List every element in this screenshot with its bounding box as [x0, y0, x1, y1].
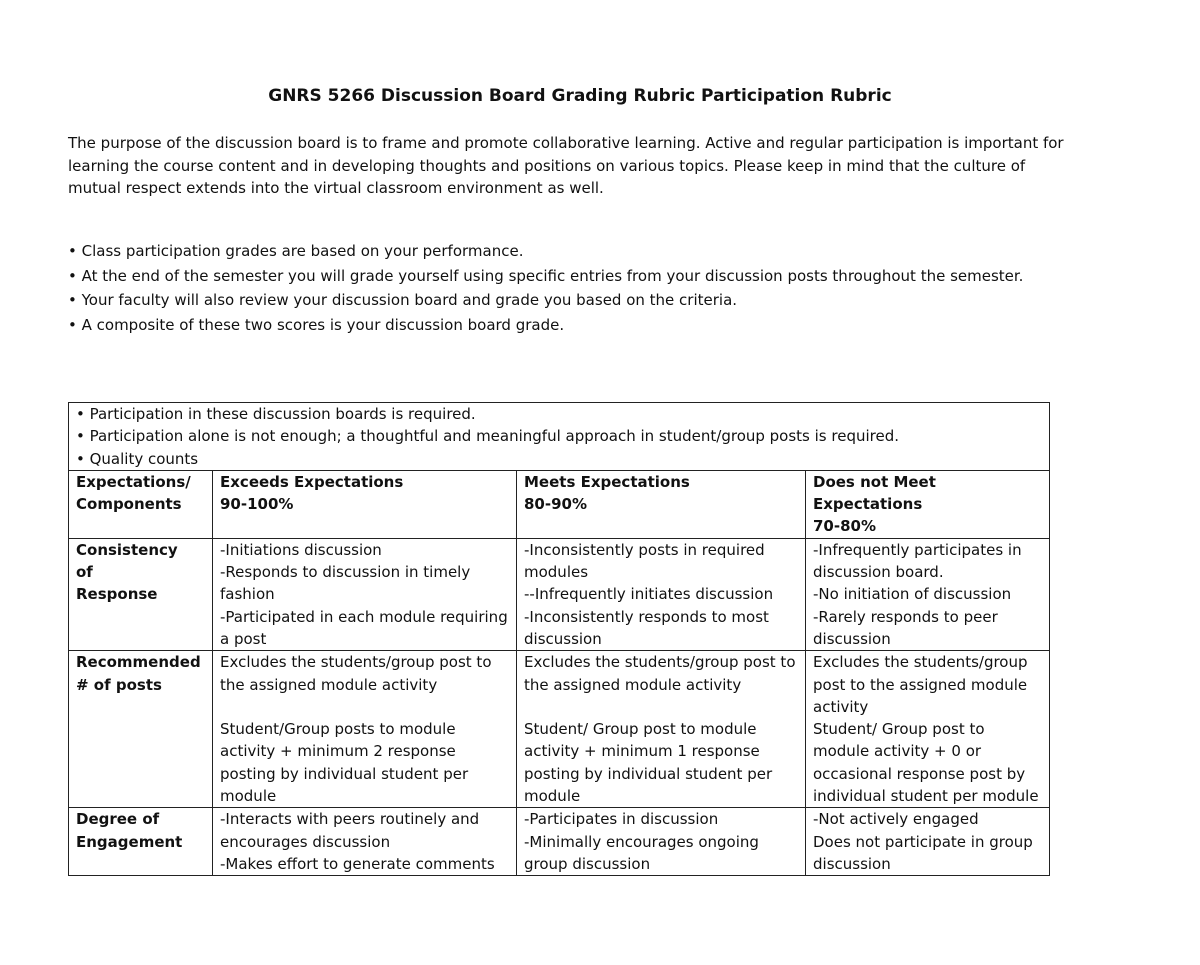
- cell-line: -Not actively engaged: [813, 810, 979, 829]
- header-line: 80-90%: [524, 495, 588, 514]
- cell-line: -Inconsistently responds to most discussion: [524, 607, 769, 648]
- cell-line: -Infrequently participates in discussion board.: [813, 540, 1022, 582]
- cell-line: Excludes the students/group post to the assigned module activity: [220, 653, 492, 694]
- rubric-notes-row: [69, 403, 1050, 471]
- bullet-item: • Class participation grades are based on your performance.: [68, 242, 524, 260]
- cell-line: -Interacts with peers routinely and encourages discussion: [220, 810, 480, 851]
- rubric-notes-cell: [69, 403, 1050, 471]
- cell-does-not-meet: [806, 651, 1050, 808]
- row-label: [69, 808, 213, 876]
- cell-line: Student/ Group post to module activity + minimum 1 response posting by individual student per module: [524, 720, 773, 806]
- rubric-note: • Participation in these discussion boards is required.: [76, 405, 476, 423]
- cell-line: Excludes the students/group post to the assigned module activity: [524, 653, 796, 694]
- header-line: Expectations/: [76, 472, 191, 491]
- cell-line: --Infrequently initiates discussion: [524, 585, 774, 604]
- header-line: Components: [76, 495, 182, 514]
- rubric-table: [68, 402, 1050, 876]
- bullet-item: • Your faculty will also review your discussion board and grade you based on the criteria.: [68, 291, 738, 309]
- header-line: Meets Expectations: [524, 472, 690, 491]
- cell-line: -Initiations discussion: [220, 540, 382, 559]
- cell-spacer: [524, 696, 799, 718]
- cell-exceeds: [213, 538, 517, 650]
- label-line: of: [76, 563, 93, 582]
- cell-exceeds: [213, 651, 517, 808]
- cell-does-not-meet: [806, 808, 1050, 876]
- label-line: Engagement: [76, 832, 183, 851]
- cell-line: -Minimally encourages ongoing group discussion: [524, 832, 759, 873]
- rubric-note: • Quality counts: [76, 449, 199, 468]
- cell-line: Does not participate in group discussion: [813, 832, 1033, 873]
- header-line: 90-100%: [220, 495, 294, 514]
- label-line: Recommended: [76, 653, 201, 672]
- label-line: Degree of: [76, 810, 160, 829]
- bullet-item: • At the end of the semester you will grade yourself using specific entries from your discussion posts throughout the semester.: [68, 266, 1024, 285]
- header-line: Does not Meet Expectations: [813, 472, 936, 514]
- header-meets: [517, 470, 806, 538]
- bullet-item: • A composite of these two scores is your discussion board grade.: [68, 315, 565, 334]
- header-exceeds: [213, 470, 517, 538]
- header-components: [69, 470, 213, 538]
- label-line: Response: [76, 585, 158, 604]
- cell-meets: [517, 808, 806, 876]
- cell-line: -Participated in each module requiring a post: [220, 607, 508, 648]
- cell-meets: [517, 538, 806, 650]
- info-bullets: [68, 239, 1108, 337]
- header-line: 70-80%: [813, 517, 877, 536]
- rubric-row-posts: [69, 651, 1050, 808]
- cell-exceeds: [213, 808, 517, 876]
- rubric-row-engagement: [69, 808, 1050, 876]
- cell-line: -Inconsistently posts in required modules: [524, 540, 765, 582]
- intro-paragraph: The purpose of the discussion board is to frame and promote collaborative learning. Active and regular participation is important for learning the course content and in developing thoughts and positions on various topics. Please keep in mind that the culture of mutual respect extends into the virtual classroom environment as well.: [68, 134, 1064, 197]
- cell-line: Student/Group posts to module activity + minimum 2 response posting by individual student per module: [220, 720, 469, 806]
- row-label: [69, 538, 213, 650]
- cell-line: Excludes the students/group post to the assigned module activity: [813, 653, 1028, 716]
- row-label: [69, 651, 213, 808]
- rubric-note: • Participation alone is not enough; a thoughtful and meaningful approach in student/group posts is required.: [76, 427, 900, 446]
- cell-line: Student/ Group post to module activity + 0 or occasional response post by individual student per module: [813, 720, 1039, 806]
- cell-line: -Responds to discussion in timely fashion: [220, 563, 471, 604]
- header-line: Exceeds Expectations: [220, 472, 404, 491]
- label-line: # of posts: [76, 675, 162, 694]
- header-does-not-meet: [806, 470, 1050, 538]
- cell-line: -Participates in discussion: [524, 810, 719, 829]
- document-title: GNRS 5266 Discussion Board Grading Rubric Participation Rubric: [268, 86, 892, 106]
- cell-line: -Makes effort to generate comments: [220, 854, 495, 873]
- label-line: Consistency: [76, 540, 178, 559]
- cell-meets: [517, 651, 806, 808]
- cell-does-not-meet: [806, 538, 1050, 650]
- rubric-row-consistency: [69, 538, 1050, 650]
- cell-spacer: [220, 696, 510, 718]
- rubric-header-row: [69, 470, 1050, 538]
- cell-line: -Rarely responds to peer discussion: [813, 607, 998, 648]
- cell-line: -No initiation of discussion: [813, 585, 1012, 604]
